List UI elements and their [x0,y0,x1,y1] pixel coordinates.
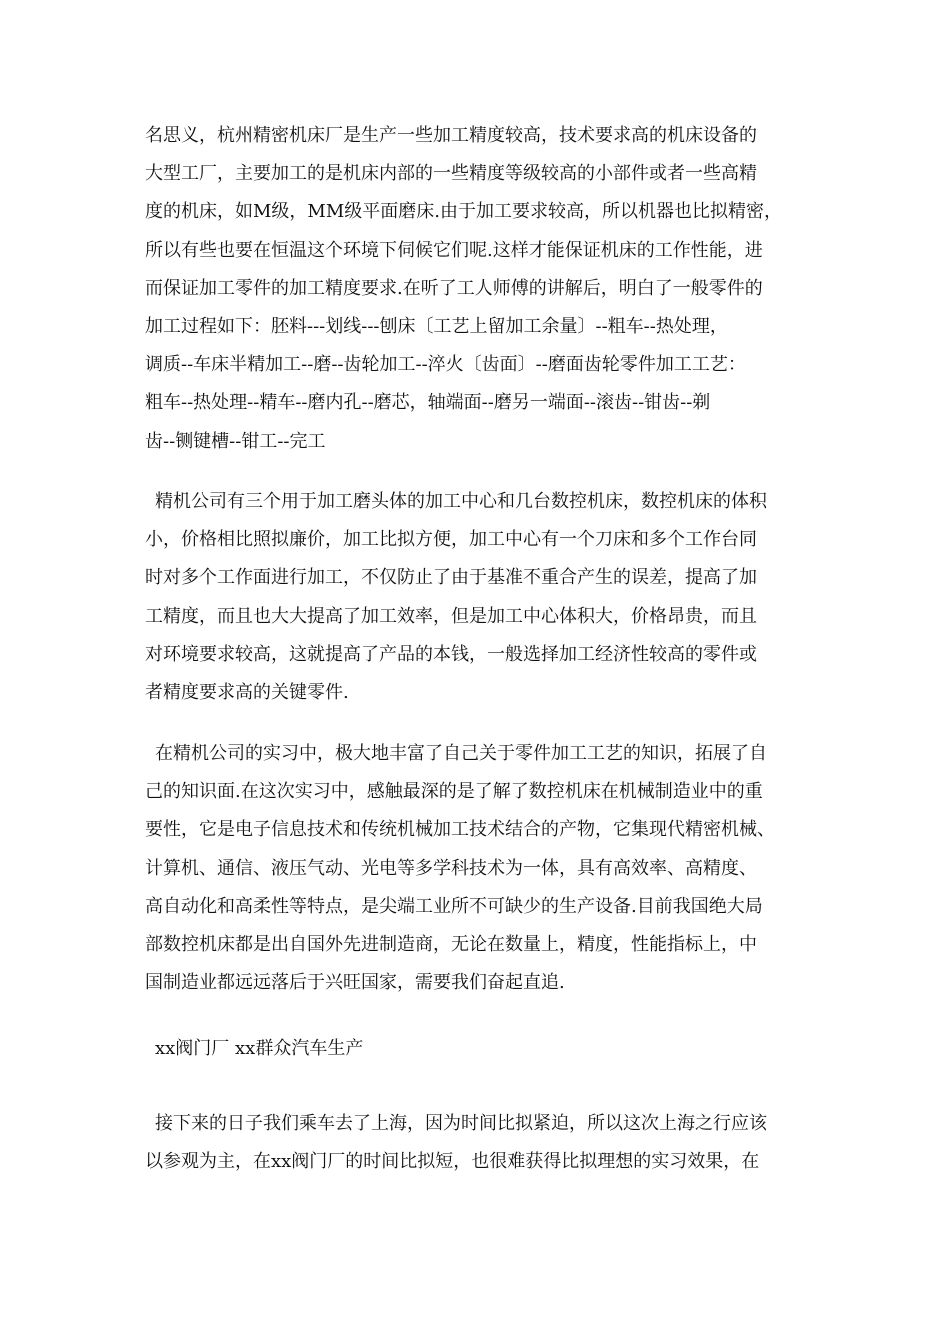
section-heading [145,1030,810,1068]
section-heading-text: xx阀门厂 xx群众汽车生产 [155,1038,364,1059]
text-line: 所以有些也要在恒温这个环境下伺候它们呢.这样才能保证机床的工作性能，进 [145,239,763,261]
text-line: 要性，它是电子信息技术和传统机械加工技术结合的产物，它集现代精密机械、 [145,819,775,841]
text-line: 己的知识面.在这次实习中，感触最深的是了解了数控机床在机械制造业中的重 [145,781,763,803]
text-line: 度的机床，如M级，MM级平面磨床.由于加工要求较高，所以机器也比拟精密， [145,201,783,223]
text-line: 国制造业都远远落后于兴旺国家，需要我们奋起直追. [145,972,565,994]
text-line: 加工过程如下：胚料---划线---刨床〔工艺上留加工余量〕--粗车--热处理， [145,315,728,337]
text-line: 计算机、通信、液压气动、光电等多学科技术为一体，具有高效率、高精度、 [145,857,757,879]
text-line: 以参观为主，在xx阀门厂的时间比拟短，也很难获得比拟理想的实习效果，在 [145,1151,760,1173]
text-line: 齿--铡键槽--钳工--完工 [145,430,326,452]
text-line: 者精度要求高的关键零件. [145,681,349,703]
paragraph-machining-center [145,483,810,712]
text-line: 大型工厂，主要加工的是机床内部的一些精度等级较高的小部件或者一些高精 [145,163,757,185]
text-line: 高自动化和高柔性等特点，是尖端工业所不可缺少的生产设备.目前我国绝大局 [145,895,763,917]
text-line: 精机公司有三个用于加工磨头体的加工中心和几台数控机床，数控机床的体积 [155,491,767,512]
text-line: 工精度，而且也大大提高了加工效率，但是加工中心体积大，价格昂贵，而且 [145,605,757,627]
text-line: 对环境要求较高，这就提高了产品的本钱，一般选择加工经济性较高的零件或 [145,643,757,665]
paragraph-shanghai-visit [145,1105,810,1181]
text-line: 粗车--热处理--精车--磨内孔--磨芯，轴端面--磨另一端面--滚齿--钳齿--剃 [145,392,711,414]
text-line: 部数控机床都是出自国外先进制造商，无论在数量上，精度，性能指标上，中 [145,933,757,955]
text-line: 小，价格相比照拟廉价，加工比拟方便，加工中心有一个刀床和多个工作台同 [145,529,757,551]
text-line: 在精机公司的实习中，极大地丰富了自己关于零件加工工艺的知识，拓展了自 [155,743,767,764]
paragraph-internship-reflection [145,735,810,1002]
text-line: 而保证加工零件的加工精度要求.在听了工人师傅的讲解后，明白了一般零件的 [145,277,763,299]
text-line: 时对多个工作面进行加工，不仅防止了由于基准不重合产生的误差，提高了加 [145,567,757,589]
text-line: 接下来的日子我们乘车去了上海，因为时间比拟紧迫，所以这次上海之行应该 [155,1113,767,1134]
paragraph-machining-process [145,117,810,461]
text-line: 调质--车床半精加工--磨--齿轮加工--淬火〔齿面〕--磨面齿轮零件加工工艺： [145,354,746,376]
text-line: 名思义，杭州精密机床厂是生产一些加工精度较高，技术要求高的机床设备的 [145,125,757,146]
